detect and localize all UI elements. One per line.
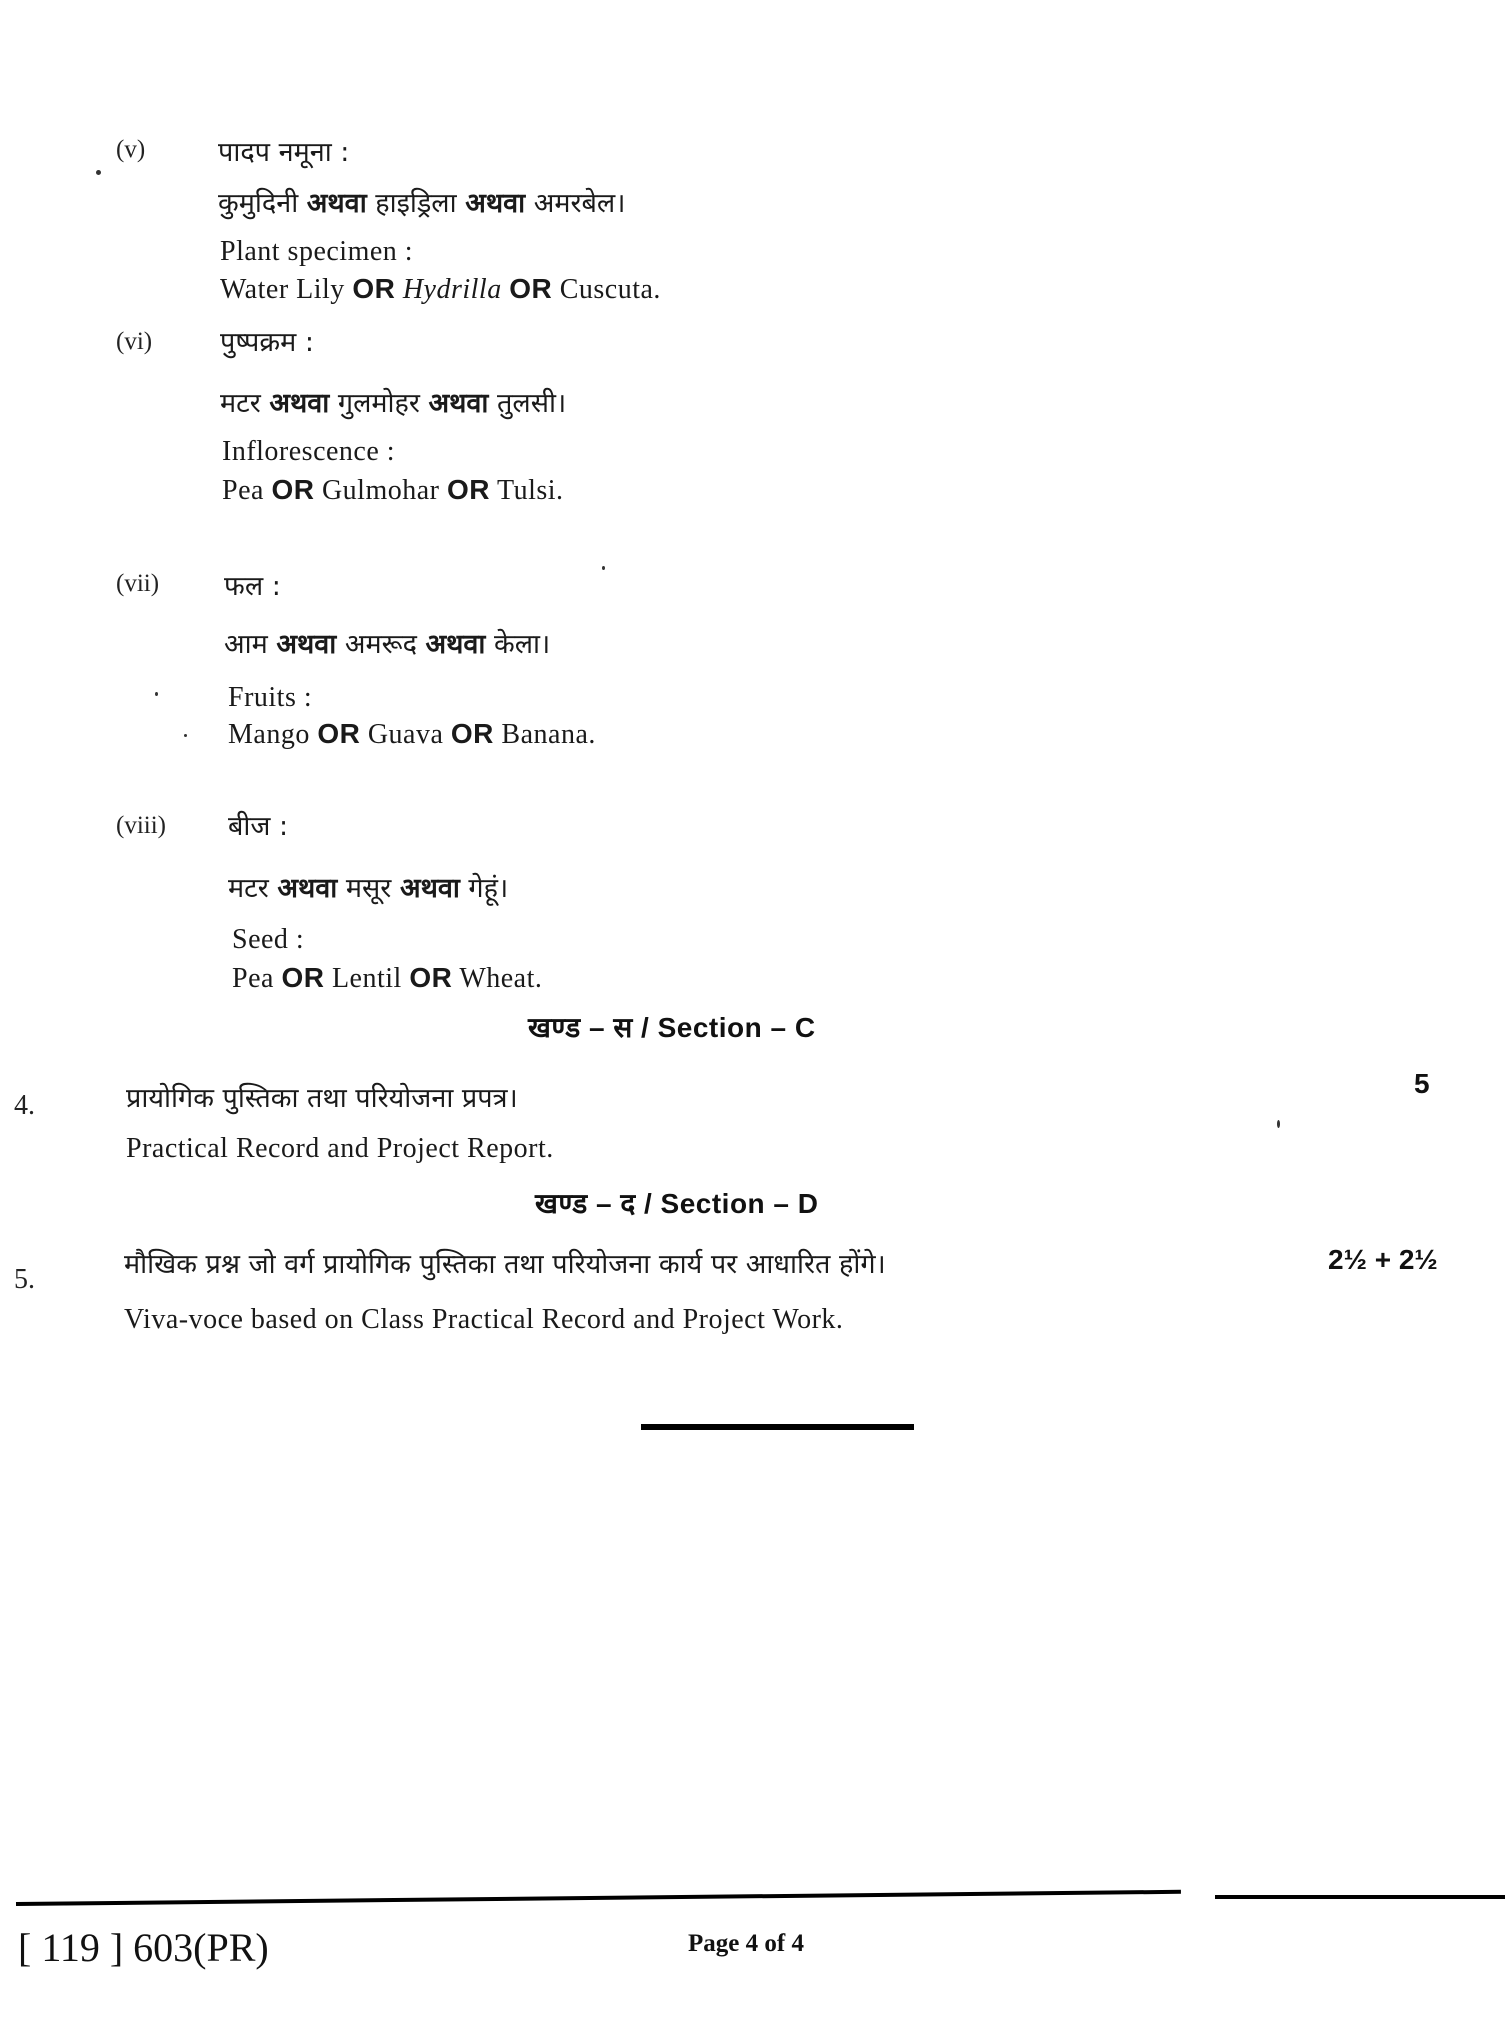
- english-heading: Seed :: [232, 924, 305, 955]
- footer-rule-right: [1215, 1895, 1505, 1899]
- paper-code: [ 119 ] 603(PR): [18, 1925, 269, 1970]
- english-options: Mango OR Guava OR Banana.: [228, 718, 596, 750]
- question-number: 4.: [14, 1090, 35, 1121]
- english-heading: Plant specimen :: [220, 236, 414, 267]
- scan-speck: [96, 170, 101, 175]
- scan-speck: [1277, 1120, 1280, 1128]
- english-options: Pea OR Lentil OR Wheat.: [232, 962, 543, 994]
- question-marks: 2½ + 2½: [1328, 1244, 1438, 1275]
- hindi-heading: पुष्पक्रम :: [220, 327, 314, 358]
- end-rule: [641, 1424, 914, 1430]
- english-heading: Inflorescence :: [222, 436, 396, 467]
- hindi-options: आम अथवा अमरूद अथवा केला।: [224, 629, 551, 660]
- question-number: 5.: [14, 1264, 35, 1295]
- question-hindi: मौखिक प्रश्न जो वर्ग प्रायोगिक पुस्तिका तथा परियोजना कार्य पर आधारित होंगे।: [124, 1249, 886, 1280]
- question-english: Practical Record and Project Report.: [126, 1133, 554, 1164]
- scan-speck: [602, 566, 605, 570]
- english-options: Pea OR Gulmohar OR Tulsi.: [222, 474, 564, 506]
- hindi-options: मटर अथवा गुलमोहर अथवा तुलसी।: [220, 388, 567, 419]
- question-hindi: प्रायोगिक पुस्तिका तथा परियोजना प्रपत्र।: [126, 1083, 518, 1114]
- section-d-heading: खण्ड – द / Section – D: [535, 1188, 819, 1219]
- question-marks: 5: [1414, 1068, 1430, 1099]
- hindi-heading: पादप नमूना :: [218, 137, 350, 168]
- section-c-heading: खण्ड – स / Section – C: [528, 1012, 816, 1043]
- hindi-options: कुमुदिनी अथवा हाइड्रिला अथवा अमरबेल।: [218, 188, 626, 219]
- item-label: (vii): [116, 570, 160, 597]
- hindi-heading: फल :: [224, 571, 281, 602]
- item-label: (v): [116, 136, 146, 163]
- english-options: Water Lily OR Hydrilla OR Cuscuta.: [220, 273, 661, 305]
- scan-speck: [155, 692, 158, 696]
- item-label: (viii): [116, 812, 166, 839]
- english-heading: Fruits :: [228, 682, 313, 713]
- page-number: Page 4 of 4: [688, 1930, 804, 1957]
- hindi-options: मटर अथवा मसूर अथवा गेहूं।: [228, 873, 509, 904]
- scan-speck: [184, 734, 187, 737]
- question-english: Viva-voce based on Class Practical Record and Project Work.: [124, 1304, 844, 1335]
- item-label: (vi): [116, 328, 153, 355]
- footer-rule-left: [16, 1890, 1181, 1906]
- hindi-heading: बीज :: [228, 811, 289, 842]
